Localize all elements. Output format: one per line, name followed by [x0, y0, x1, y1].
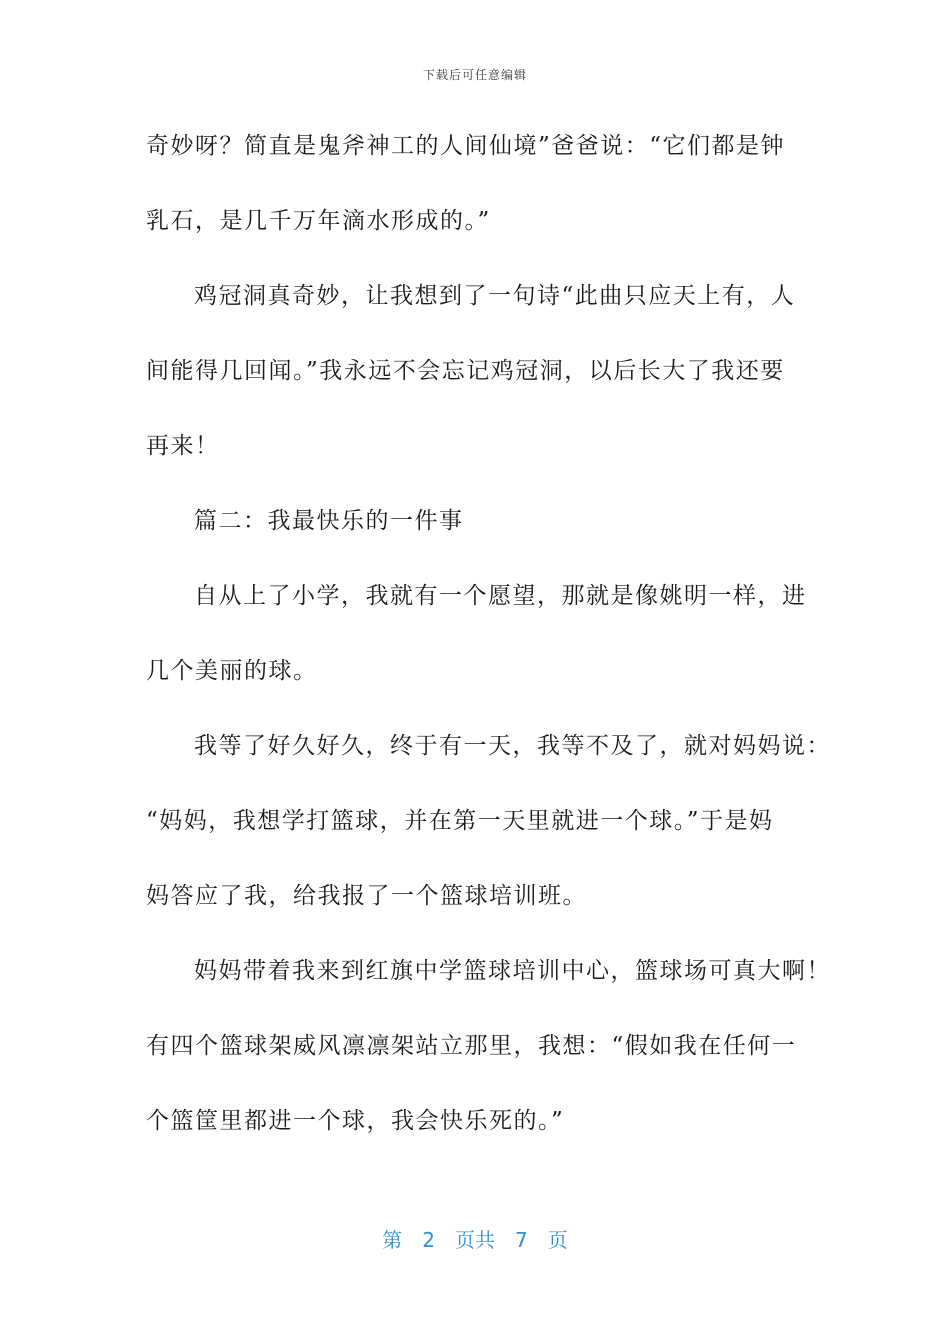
current-page-number: 2	[422, 1228, 435, 1252]
text-line: 奇妙呀？简直是鬼斧神工的人间仙境”爸爸说：“它们都是钟	[146, 133, 786, 159]
text-line: 间能得几回闻。”我永远不会忘记鸡冠洞，以后长大了我还要	[146, 358, 785, 384]
page-prefix: 第	[382, 1228, 403, 1252]
text-line: 乳石，是几千万年滴水形成的。”	[146, 208, 491, 234]
text-line: 妈妈带着我来到红旗中学篮球培训中心，篮球场可真大啊！	[194, 958, 831, 984]
text-line: 鸡冠洞真奇妙，让我想到了一句诗“此曲只应天上有，人	[194, 283, 796, 309]
text-line: “妈妈，我想学打篮球，并在第一天里就进一个球。”于是妈	[146, 808, 774, 834]
text-line: 有四个篮球架威风凛凛架站立那里，我想：“假如我在任何一	[146, 1033, 797, 1059]
page-number-footer	[0, 1224, 950, 1253]
text-line: 个篮筐里都进一个球，我会快乐死的。”	[146, 1108, 565, 1134]
text-line: 几个美丽的球。	[146, 658, 318, 684]
page-suffix: 页	[547, 1228, 568, 1252]
text-line: 再来！	[146, 433, 220, 459]
page-middle: 页共	[455, 1228, 495, 1252]
text-line: 自从上了小学，我就有一个愿望，那就是像姚明一样，进	[194, 583, 807, 609]
body-text	[146, 122, 831, 1172]
section-heading: 篇二：我最快乐的一件事	[194, 508, 464, 534]
total-pages-number: 7	[515, 1228, 528, 1252]
header-note: 下载后可任意编辑	[422, 68, 527, 82]
text-line: 妈答应了我，给我报了一个篮球培训班。	[146, 883, 587, 909]
text-line: 我等了好久好久，终于有一天，我等不及了，就对妈妈说：	[194, 733, 831, 759]
